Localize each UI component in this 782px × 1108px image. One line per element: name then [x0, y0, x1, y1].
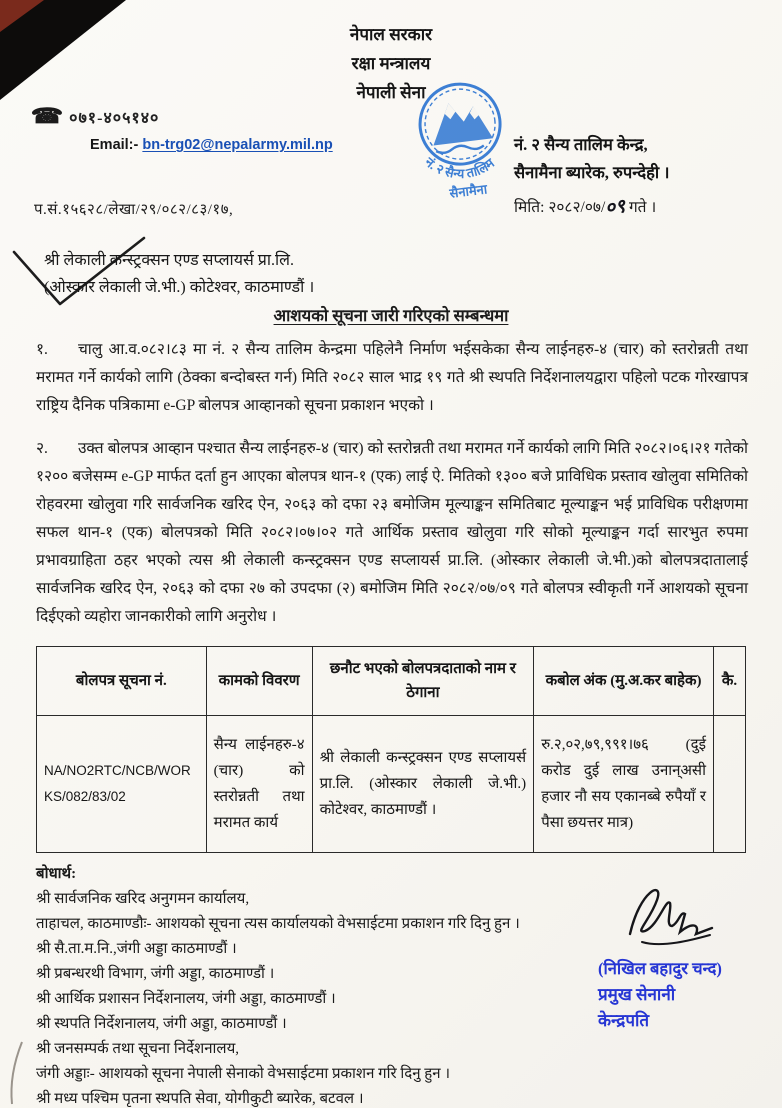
phone-number: ०७१-४०५१४०	[69, 109, 160, 127]
date-suffix: गते ।	[625, 199, 657, 216]
cc-item: जंगी अड्डाः- आशयको सूचना नेपाली सेनाको वेभसाईटमा प्रकाशन गरि दिनु हुन ।	[36, 1066, 451, 1082]
reference-number: प.सं.१५६२८/लेखा/२९/०८२/८३/१७,	[34, 202, 234, 218]
cc-item: श्री मध्य पश्चिम पृतना स्थपति सेवा, योगीकुटी ब्यारेक, बटवल ।	[36, 1091, 364, 1107]
col-header-bidder: छनौट भएको बोलपत्रदाताको नाम र ठेगाना	[312, 647, 534, 716]
paragraph-2-number: २.	[36, 440, 48, 457]
addressee-line-1: श्री लेकाली कन्स्ट्रक्सन एण्ड सप्लायर्स प्रा.लि.	[44, 252, 295, 269]
cc-item: श्री आर्थिक प्रशासन निर्देशनालय, जंगी अड्डा, काठमाण्डौं ।	[36, 991, 336, 1007]
telephone-icon: ☎	[30, 104, 65, 128]
table-header-row	[37, 647, 746, 716]
date-prefix: मिति: २०८२/०७/	[514, 199, 606, 216]
paragraph-1: १. चालु आ.व.०८२।८३ मा नं. २ सैन्य तालिम केन्द्रमा पहिलेनै निर्माण भईसकेका सैन्य लाईनहरु-४ (चार) को स्तरोन्नती तथा मरामत गर्ने कार्यको लागि (ठेक्का बन्दोबस्त गर्न) मिति २०८२ साल भाद्र १९ गते श्री स्थपति निर्देशनालयद्वारा पहिलो पटक गोरखापत्र राष्ट्रिय दैनिक पत्रिकामा e-GP बोलपत्र आव्हानको सूचना प्रकाशन भएको ।	[36, 341, 748, 414]
letterhead-government: नेपाल सरकार	[349, 25, 433, 44]
stray-pen-stroke	[2, 1040, 32, 1106]
cell-work-description: सैन्य लाईनहरु-४ (चार) को स्तरोन्नती तथा मरामत कार्य	[206, 716, 312, 853]
subject-line: आशयको सूचना जारी गरिएको सम्बन्धमा	[273, 306, 509, 325]
cc-item: ताहाचल, काठमाण्डौः- आशयको सूचना त्यस कार्यालयको वेभसाईटमा प्रकाशन गरि दिनु हुन ।	[36, 916, 520, 932]
email-label: Email:-	[90, 137, 139, 153]
letter-date	[514, 192, 656, 218]
signature-block	[598, 878, 776, 1034]
letterhead-army: नेपाली सेना	[356, 83, 426, 102]
bid-notice-table	[36, 646, 746, 853]
signature-scribble-icon	[620, 878, 730, 956]
letterhead-ministry: रक्षा मन्त्रालय	[351, 54, 431, 73]
phone-row	[30, 104, 160, 129]
cell-selected-bidder: श्री लेकाली कन्स्ट्रक्सन एण्ड सप्लायर्स प्रा.लि. (ओस्कार लेकाली जे.भी.) कोटेश्वर, काठमाण्डौं ।	[312, 716, 534, 853]
cc-item: श्री जनसम्पर्क तथा सूचना निर्देशनालय,	[36, 1041, 240, 1057]
army-unit-seal-icon	[395, 67, 528, 212]
cc-item: श्री सार्वजनिक खरिद अनुगमन कार्यालय,	[36, 891, 250, 907]
seal-arc-text: नं. २ सैन्य तालिम	[422, 154, 497, 182]
cc-title: बोधार्थ:	[36, 866, 77, 882]
office-line-2: सैनामैना ब्यारेक, रुपन्देही ।	[514, 163, 670, 182]
cell-bid-amount: रु.२,०२,७९,९९१।७६ (दुई करोड दुई लाख उनान्असी हजार नौ सय एकानब्बे रुपैयाँ र पैसा छयत्तर मात्र)	[534, 716, 714, 853]
paragraph-1-number: १.	[36, 341, 48, 358]
col-header-amount: कबोल अंक (मु.अ.कर बाहेक)	[534, 647, 714, 716]
cc-section	[36, 862, 596, 1108]
signatory-post: केन्द्रपति	[598, 1011, 650, 1030]
cc-item: श्री सै.ता.म.नि.,जंगी अड्डा काठमाण्डौं ।	[36, 941, 237, 957]
date-handwritten-day: ०९	[604, 196, 627, 219]
cc-item: श्री स्थपति निर्देशनालय, जंगी अड्डा, काठमाण्डौं ।	[36, 1016, 287, 1032]
addressee-line-2: (ओस्कार लेकाली जे.भी.) कोटेश्वर, काठमाण्डौं ।	[44, 279, 315, 296]
addressee-block	[44, 247, 314, 301]
office-address	[514, 131, 670, 187]
seal-bottom-text: सैनामैना	[448, 181, 488, 201]
col-header-remarks: कै.	[713, 647, 745, 716]
col-header-notice-no: बोलपत्र सूचना नं.	[37, 647, 207, 716]
paragraph-2: २. उक्त बोलपत्र आव्हान पश्चात सैन्य लाईनहरु-४ (चार) को स्तरोन्नती तथा मरामत गर्ने कार्यको लागि मिति २०८२।०६।२१ गतेको १२०० बजेसम्म e-GP मार्फत दर्ता हुन आएका बोलपत्र थान-१ (एक) लाई ऐ. मितिको १३०० बजे प्राविधिक प्रस्ताव खोलुवा समितिको रोहवरमा खोलुवा गरि सार्वजनिक खरिद ऐन, २०६३ को दफा २३ बमोजिम मूल्याङ्कन समितिबाट मूल्याङ्कन भई प्राविधिक परीक्षणमा सफल थान-१ (एक) बोलपत्रको मिति २०८२।०७।०२ गते आर्थिक प्रस्ताव खोलुवा गरि सोको मूल्याङ्कन गर्दा सारभुत रुपमा प्रभावग्राहिता ठहर भएको त्यस श्री लेकाली कन्स्ट्रक्सन एण्ड सप्लायर्स प्रा.लि. (ओस्कार लेकाली जे.भी.)को बोलपत्रदातालाई सार्वजनिक खरिद ऐन, २०६३ को दफा २७ को उपदफा (२) बमोजिम मिति २०८२/०७/०९ गते बोलपत्र स्वीकृती गर्ने आशयको सूचना दिईएको व्यहोरा जानकारीको लागि अनुरोध ।	[36, 440, 748, 625]
email-row	[90, 137, 333, 153]
letterhead	[0, 20, 782, 107]
cell-notice-no: NA/NO2RTC/NCB/WORKS/082/83/02	[37, 716, 207, 853]
cc-item: श्री प्रबन्धरथी विभाग, जंगी अड्डा, काठमाण्डौं ।	[36, 966, 275, 982]
office-line-1: नं. २ सैन्य तालिम केन्द्र,	[514, 135, 648, 154]
email-link[interactable]: bn-trg02@nepalarmy.mil.np	[142, 137, 333, 153]
col-header-work: कामको विवरण	[206, 647, 312, 716]
signatory-rank: प्रमुख सेनानी	[598, 985, 676, 1004]
signatory-name: (निखिल बहादुर चन्द)	[598, 959, 722, 978]
table-row	[37, 716, 746, 853]
cell-remarks	[713, 716, 745, 853]
